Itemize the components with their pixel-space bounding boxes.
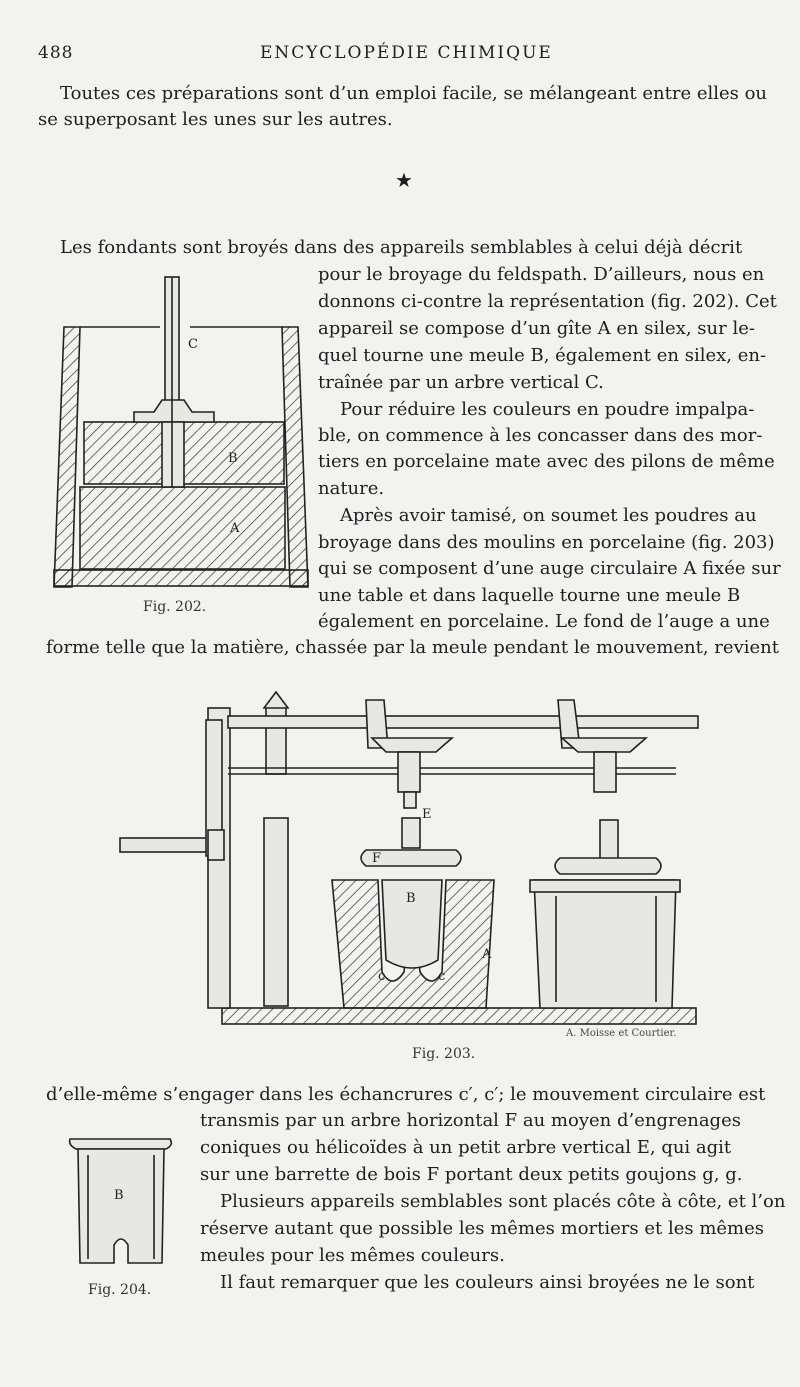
- text-line: qui se composent d’une auge circulaire A fixée sur: [318, 558, 781, 579]
- label-e: E: [422, 807, 432, 822]
- text-line: pour le broyage du feldspath. D’ailleurs, nous en: [318, 264, 765, 285]
- text-line: nature.: [318, 478, 385, 499]
- text-line: meules pour les mêmes couleurs.: [200, 1245, 505, 1266]
- label-f: F: [372, 851, 382, 866]
- text-line: appareil se compose d’un gîte A en silex, sur le-: [318, 318, 755, 339]
- text-line: donnons ci-contre la représentation (fig. 202). Cet: [318, 291, 777, 312]
- label-c-left: c: [378, 969, 386, 984]
- label-b: B: [114, 1188, 124, 1203]
- text-line: Plusieurs appareils semblables sont placés côte à côte, et l’on: [220, 1191, 786, 1212]
- engraver-credit: A. Moisse et Courtier.: [566, 1028, 677, 1039]
- text-line: broyage dans des moulins en porcelaine (fig. 203): [318, 532, 775, 553]
- label-b: B: [228, 451, 238, 466]
- section-separator: ★: [395, 168, 413, 192]
- text-line: se superposant les unes sur les autres.: [38, 109, 393, 130]
- figure-203-porcelain-mills: [116, 690, 704, 1030]
- figure-202-grinding-mill: [50, 272, 312, 592]
- text-line: d’elle-même s’engager dans les échancrures c′, c′; le mouvement circulaire est: [46, 1084, 766, 1105]
- text-line: Pour réduire les couleurs en poudre impalpa-: [340, 399, 755, 420]
- text-line: tiers en porcelaine mate avec des pilons de même: [318, 451, 775, 472]
- text-line: Toutes ces préparations sont d’un emploi facile, se mélangeant entre elles ou: [60, 83, 768, 104]
- page-number: 488: [38, 43, 74, 63]
- text-line: Il faut remarquer que les couleurs ainsi broyées ne le sont: [220, 1272, 755, 1293]
- figure-203-caption: Fig. 203.: [412, 1046, 476, 1062]
- text-line: transmis par un arbre horizontal F au moyen d’engrenages: [200, 1110, 741, 1131]
- text-line: Après avoir tamisé, on soumet les poudres au: [340, 505, 757, 526]
- label-c: C: [188, 337, 198, 352]
- running-header: ENCYCLOPÉDIE CHIMIQUE: [260, 43, 553, 63]
- text-line: une table et dans laquelle tourne une meule B: [318, 585, 741, 606]
- text-line: ble, on commence à les concasser dans des mor-: [318, 425, 763, 446]
- text-line: traînée par un arbre vertical C.: [318, 372, 604, 393]
- text-line: coniques ou hélicoïdes à un petit arbre vertical E, qui agit: [200, 1137, 732, 1158]
- figure-202-caption: Fig. 202.: [143, 599, 207, 615]
- label-a: A: [230, 521, 240, 536]
- text-line: également en porcelaine. Le fond de l’auge a une: [318, 611, 770, 632]
- label-b: B: [406, 891, 416, 906]
- text-line: réserve autant que possible les mêmes mortiers et les mêmes: [200, 1218, 765, 1239]
- figure-204-caption: Fig. 204.: [88, 1282, 152, 1298]
- label-c-right: c: [438, 969, 446, 984]
- label-a: A: [482, 947, 492, 962]
- text-line: Les fondants sont broyés dans des appareils semblables à celui déjà décrit: [60, 237, 743, 258]
- text-line: forme telle que la matière, chassée par la meule pendant le mouvement, revient: [46, 637, 779, 658]
- text-line: quel tourne une meule B, également en silex, en-: [318, 345, 767, 366]
- text-line: sur une barrette de bois F portant deux petits goujons g, g.: [200, 1164, 743, 1185]
- figure-204-millstone: [66, 1135, 176, 1271]
